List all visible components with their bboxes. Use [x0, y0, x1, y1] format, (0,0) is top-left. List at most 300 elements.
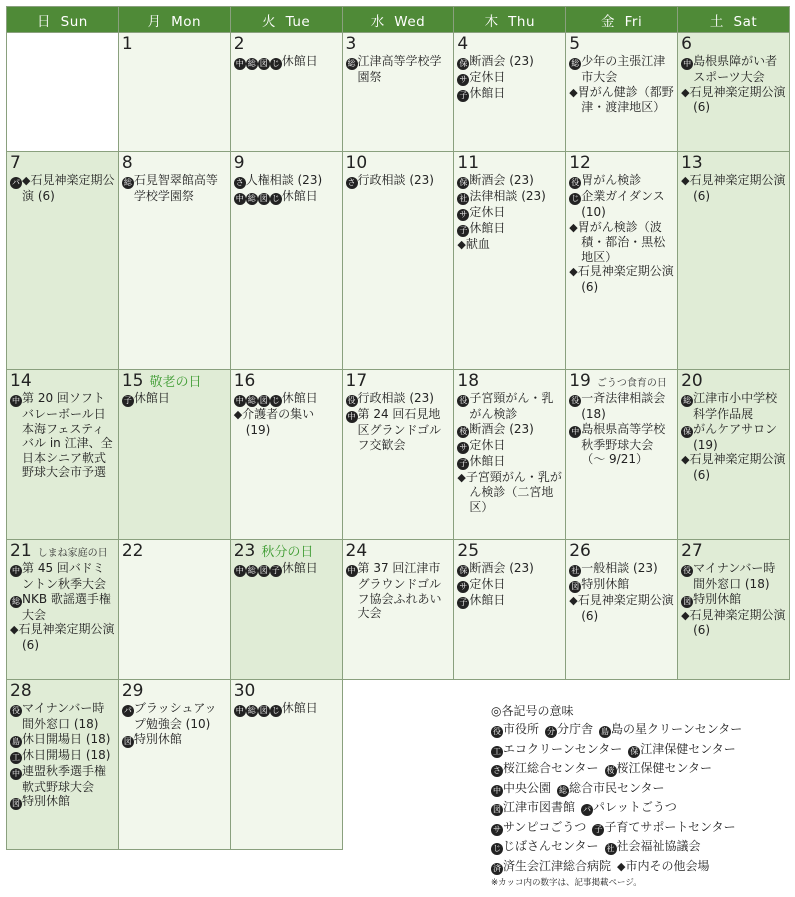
event-item — [234, 561, 339, 577]
symbol-icon: 図 — [123, 736, 132, 746]
symbol-icon: 総 — [247, 396, 256, 405]
symbol-icon: 中 — [12, 396, 20, 405]
event-item — [457, 593, 562, 609]
event-text: 石見神楽定期公演 (6) — [577, 593, 674, 623]
symbol-icon: 桜 — [606, 766, 615, 775]
legend-item — [491, 740, 622, 760]
day-header — [346, 153, 451, 173]
event-text: NKB 歌謡選手権大会 — [22, 591, 111, 622]
blank-day-cell — [7, 33, 119, 152]
day-cell[interactable] — [454, 33, 566, 152]
event-item — [569, 561, 674, 577]
weekday-kanji: 月 — [147, 13, 162, 30]
event-item — [234, 391, 339, 407]
symbol-icon: サ — [459, 75, 468, 84]
day-note: ごうつ食育の日 — [596, 378, 667, 389]
legend-label: 桜江総合センター — [503, 761, 599, 775]
day-number: 19 — [569, 371, 591, 391]
day-cell[interactable] — [342, 152, 454, 370]
event-text: 石見神楽定期公演 (6) — [689, 173, 786, 203]
day-header — [234, 541, 339, 561]
symbol-icon: パ — [583, 805, 592, 814]
event-item — [234, 173, 339, 189]
event-item — [569, 391, 674, 422]
legend-item — [491, 759, 599, 779]
event-text: 休館日 — [469, 593, 506, 607]
event-text: 第 24 回石見地区グランドゴルフ交歓会 — [357, 407, 442, 452]
symbol-icon: 総 — [247, 59, 256, 68]
symbol-icon: 役 — [571, 396, 580, 405]
day-number: 17 — [345, 371, 368, 391]
event-text: 行政相談 (23) — [357, 173, 434, 187]
event-text: 休館日 — [281, 189, 318, 203]
legend-row — [491, 837, 791, 857]
event-item — [346, 407, 451, 452]
symbol-icon: 図 — [259, 194, 268, 203]
day-cell[interactable] — [230, 33, 342, 152]
day-number: 5 — [569, 34, 581, 54]
event-item — [10, 701, 115, 732]
weekday-header — [454, 7, 566, 33]
event-item — [457, 561, 562, 577]
symbol-icon: 総 — [12, 596, 20, 606]
diamond-icon: ◆ — [22, 174, 31, 187]
event-item — [569, 85, 674, 115]
day-header — [681, 541, 786, 561]
symbol-icon: 総 — [347, 59, 356, 68]
legend-item — [557, 779, 665, 799]
event-text: 子宮頸がん・乳がん検診 — [469, 391, 554, 421]
symbol-icon: 社 — [459, 194, 468, 203]
event-text: 江津高等学校学園祭 — [357, 54, 442, 84]
legend-label: 中央公園 — [503, 780, 552, 795]
symbol-icon: 役 — [12, 706, 20, 715]
legend-label: サンピコごうつ — [503, 819, 587, 834]
event-item — [569, 220, 674, 265]
legend-item — [491, 837, 599, 857]
event-item — [234, 189, 339, 205]
event-text: 特別休館 — [133, 731, 182, 746]
event-item — [234, 407, 339, 437]
event-item — [681, 452, 786, 482]
event-item — [681, 422, 786, 453]
day-number: 4 — [457, 34, 469, 54]
event-item — [457, 470, 562, 515]
day-number: 12 — [569, 153, 591, 173]
symbol-icon: 役 — [683, 566, 692, 575]
symbol-icon: 総 — [247, 706, 256, 715]
day-number: 6 — [681, 34, 692, 54]
event-item — [681, 391, 786, 422]
symbol-icon: じ — [493, 844, 501, 853]
legend-item — [605, 837, 701, 857]
event-text: 特別休館 — [22, 794, 71, 809]
legend — [491, 702, 791, 890]
event-item — [681, 592, 786, 608]
event-item — [10, 748, 115, 764]
day-number: 16 — [233, 371, 256, 391]
legend-row — [491, 759, 791, 779]
symbol-icon: 総 — [571, 59, 580, 68]
day-cell[interactable] — [118, 370, 230, 540]
symbol-icon: 総 — [123, 178, 132, 187]
day-number: 20 — [681, 371, 703, 391]
day-cell[interactable] — [566, 33, 678, 152]
event-item — [122, 732, 227, 748]
legend-label: 分庁舎 — [557, 722, 594, 736]
legend-item — [545, 720, 593, 740]
day-number: 25 — [457, 541, 480, 561]
symbol-icon: パ — [12, 178, 20, 187]
legend-row — [491, 779, 791, 799]
weekday-header — [7, 7, 119, 33]
diamond-icon: ◆ — [233, 408, 243, 421]
event-text: 石見神楽定期公演 (6) — [22, 173, 115, 203]
event-item — [122, 391, 227, 407]
symbol-icon: さ — [347, 178, 356, 187]
legend-item — [491, 798, 575, 818]
day-header — [457, 371, 562, 391]
day-header — [681, 34, 786, 54]
legend-item — [491, 779, 551, 799]
event-item — [569, 422, 674, 467]
diamond-icon: ◆ — [569, 594, 578, 607]
day-cell[interactable] — [454, 540, 566, 680]
day-cell[interactable] — [7, 680, 119, 850]
event-item — [346, 54, 451, 85]
event-text: 献血 — [465, 237, 490, 251]
symbol-icon: 子 — [459, 91, 468, 100]
holiday-name: 秋分の日 — [261, 545, 314, 560]
weekday-en: Tue — [285, 13, 311, 30]
symbol-icon: 子 — [271, 566, 280, 575]
week-row — [7, 33, 790, 152]
weekday-kanji: 火 — [262, 13, 277, 30]
event-item — [457, 189, 562, 205]
event-text: 石見神楽定期公演 (6) — [577, 264, 674, 294]
event-text: 特別休館 — [581, 577, 630, 591]
day-cell[interactable] — [566, 152, 678, 370]
symbol-icon: じ — [271, 194, 280, 203]
day-header — [122, 541, 227, 561]
symbol-icon: 工 — [12, 752, 20, 762]
event-item — [457, 237, 562, 253]
legend-item — [491, 818, 586, 838]
event-item — [457, 86, 562, 102]
event-text: 休館日 — [133, 391, 170, 405]
day-number: 29 — [121, 681, 144, 701]
symbol-icon: 役 — [493, 727, 501, 736]
diamond-icon: ◆ — [681, 174, 690, 187]
weekday-en: Sat — [733, 13, 758, 30]
day-number: 10 — [345, 153, 368, 173]
event-text: 江津市小中学校科学作品展 — [693, 391, 778, 421]
event-item — [10, 622, 115, 652]
day-cell[interactable] — [566, 370, 678, 540]
symbol-icon: 社 — [606, 844, 615, 853]
day-number: 15 — [121, 371, 144, 391]
event-text: マイナンバー時間外窓口 (18) — [693, 561, 776, 591]
day-header — [10, 681, 115, 701]
day-number: 7 — [10, 153, 21, 173]
legend-label: 済生会江津総合病院 — [503, 858, 612, 873]
day-header — [346, 541, 451, 561]
weekday-kanji: 木 — [484, 13, 499, 30]
day-header — [346, 371, 451, 391]
day-cell[interactable] — [678, 540, 790, 680]
diamond-icon: ◆ — [617, 859, 626, 873]
event-item — [10, 561, 115, 592]
day-header — [122, 153, 227, 173]
day-header — [234, 153, 339, 173]
symbol-icon: 役 — [459, 396, 468, 405]
day-number: 21 — [10, 541, 32, 561]
weekday-kanji: 水 — [370, 13, 385, 30]
event-text: 少年の主張江津市大会 — [581, 54, 666, 84]
day-number: 30 — [233, 681, 256, 701]
legend-item — [592, 818, 735, 838]
day-cell[interactable] — [230, 370, 342, 540]
symbol-icon: 社 — [571, 566, 580, 575]
diamond-icon: ◆ — [681, 608, 690, 622]
day-cell[interactable] — [342, 33, 454, 152]
event-text: 法律相談 (23) — [469, 189, 546, 203]
symbol-icon: 総 — [247, 194, 256, 203]
day-cell[interactable] — [7, 370, 119, 540]
event-text: 定休日 — [469, 205, 506, 219]
event-text: 一斉法律相談会 (18) — [581, 391, 666, 421]
legend-label: 子育てサポートセンター — [604, 819, 736, 834]
day-cell[interactable] — [230, 540, 342, 680]
day-number: 18 — [457, 371, 480, 391]
symbol-icon: 総 — [559, 785, 568, 795]
legend-item — [491, 857, 611, 877]
event-item — [569, 264, 674, 294]
event-text: 石見神楽定期公演 (6) — [689, 607, 786, 638]
symbol-icon: 中 — [12, 566, 20, 575]
symbol-icon: 中 — [235, 396, 244, 405]
event-text: 休日開場日 (18) — [22, 731, 111, 746]
symbol-icon: 桜 — [459, 426, 468, 436]
event-text: 休日開場日 (18) — [22, 747, 111, 762]
weekday-en: Fri — [624, 13, 643, 30]
legend-note: ※カッコ内の数字は、記事掲載ページ。 — [491, 878, 642, 888]
legend-row — [491, 740, 791, 760]
day-header — [234, 681, 339, 701]
week-row — [7, 540, 790, 680]
event-item — [122, 173, 227, 204]
legend-label: 社会福祉協議会 — [616, 839, 701, 853]
symbol-icon: パ — [123, 706, 132, 715]
symbol-icon: さ — [235, 178, 244, 187]
event-text: 企業ガイダンス (10) — [581, 189, 665, 219]
day-cell[interactable] — [230, 680, 342, 850]
weekday-en: Wed — [394, 13, 426, 30]
day-cell[interactable] — [7, 152, 119, 370]
weekday-kanji: 土 — [709, 13, 724, 30]
event-item — [681, 561, 786, 592]
symbol-icon: 子 — [459, 458, 468, 468]
day-number: 9 — [233, 153, 245, 173]
event-text: 特別休館 — [693, 591, 742, 606]
event-item — [457, 54, 562, 70]
day-number: 1 — [121, 34, 133, 54]
event-text: 石見神楽定期公演 (6) — [689, 452, 786, 482]
event-text: 第 37 回江津市グラウンドゴルフ協会ふれあい大会 — [357, 561, 442, 621]
symbol-icon: 子 — [123, 396, 132, 405]
event-text: 島根県障がい者スポーツ大会 — [693, 54, 778, 84]
day-header — [122, 371, 227, 391]
legend-row — [491, 857, 791, 877]
event-text: 連盟秋季選手権軟式野球大会 — [22, 763, 107, 794]
symbol-icon: サ — [459, 210, 468, 219]
event-item — [234, 701, 339, 717]
day-cell[interactable] — [118, 33, 230, 152]
event-text: 一般相談 (23) — [581, 561, 658, 575]
event-item — [681, 608, 786, 638]
day-header — [10, 153, 115, 173]
event-item — [457, 391, 562, 422]
day-header — [346, 34, 451, 54]
event-item — [10, 764, 115, 795]
weekday-en: Thu — [508, 13, 536, 30]
event-item — [10, 794, 115, 810]
day-note: しまね家庭の日 — [37, 548, 108, 559]
symbol-icon: 図 — [259, 396, 268, 405]
day-number: 23 — [233, 541, 256, 561]
day-cell[interactable] — [678, 370, 790, 540]
day-header — [569, 34, 674, 54]
legend-item — [491, 720, 539, 740]
symbol-icon: 保 — [459, 566, 468, 575]
event-item — [569, 593, 674, 623]
symbol-icon: 中 — [683, 59, 692, 68]
day-cell[interactable] — [342, 370, 454, 540]
legend-label: エコクリーンセンター — [503, 741, 623, 756]
day-cell[interactable] — [678, 33, 790, 152]
day-header — [10, 371, 115, 391]
legend-row — [491, 818, 791, 838]
day-header — [681, 371, 786, 391]
diamond-icon: ◆ — [457, 470, 466, 484]
symbol-icon: 中 — [235, 706, 244, 715]
event-text: 胃がん検診 — [581, 173, 642, 187]
event-text: 休館日 — [281, 701, 318, 715]
event-text: 子宮頸がん・乳がん検診（二宮地区） — [465, 469, 562, 514]
day-cell[interactable] — [454, 370, 566, 540]
event-text: 休館日 — [469, 221, 506, 235]
diamond-icon: ◆ — [569, 265, 578, 279]
symbol-icon: 図 — [259, 566, 268, 575]
event-text: 断酒会 (23) — [469, 173, 534, 187]
symbol-icon: サ — [493, 824, 501, 834]
event-item — [457, 422, 562, 438]
event-item — [10, 391, 115, 480]
symbol-icon: じ — [271, 706, 280, 715]
day-header — [457, 153, 562, 173]
day-cell[interactable] — [118, 540, 230, 680]
symbol-icon: 保 — [459, 178, 468, 187]
day-header — [122, 681, 227, 701]
event-item — [569, 54, 674, 85]
legend-row — [491, 720, 791, 740]
event-item — [569, 173, 674, 189]
event-item — [10, 592, 115, 623]
legend-item — [628, 740, 736, 760]
diamond-icon: ◆ — [569, 85, 578, 99]
event-text: がんケアサロン (19) — [693, 421, 778, 452]
symbol-icon: 役 — [347, 396, 356, 405]
legend-title: ◎各記号の意味 — [491, 704, 574, 718]
event-text: 休館日 — [469, 453, 506, 468]
symbol-icon: サ — [459, 442, 468, 452]
symbol-icon: 工 — [493, 746, 501, 756]
weekday-header-row — [7, 7, 790, 33]
event-text: 断酒会 (23) — [469, 561, 534, 575]
legend-label: 江津保健センター — [640, 741, 736, 756]
symbol-icon: 保 — [459, 59, 468, 68]
day-cell[interactable] — [678, 152, 790, 370]
event-text: 定休日 — [469, 577, 506, 591]
day-number: 27 — [681, 541, 703, 561]
symbol-icon: 中 — [493, 785, 501, 795]
symbol-icon: 島 — [12, 736, 20, 746]
legend-label: パレットごうつ — [593, 800, 677, 814]
symbol-icon: 子 — [459, 598, 468, 607]
event-item — [122, 701, 227, 732]
event-item — [457, 221, 562, 237]
symbol-icon: 総 — [247, 566, 256, 575]
event-text: 断酒会 (23) — [469, 54, 534, 68]
event-text: 第 45 回バドミントン秋季大会 — [22, 561, 107, 591]
day-header — [10, 541, 115, 561]
symbol-icon: 役 — [571, 178, 580, 187]
weekday-header — [342, 7, 454, 33]
event-text: 介護者の集い (19) — [242, 407, 315, 437]
event-text: 人権相談 (23) — [245, 173, 323, 187]
holiday-name: 敬老の日 — [149, 375, 202, 390]
day-number: 8 — [121, 153, 133, 173]
day-cell[interactable] — [454, 152, 566, 370]
event-text: マイナンバー時間外窓口 (18) — [22, 701, 105, 731]
day-cell[interactable] — [118, 680, 230, 850]
day-cell[interactable] — [118, 152, 230, 370]
legend-item — [605, 759, 713, 779]
day-number: 28 — [10, 681, 32, 701]
day-header — [457, 34, 562, 54]
day-cell[interactable] — [7, 540, 119, 680]
event-item — [457, 454, 562, 470]
day-cell[interactable] — [342, 540, 454, 680]
symbol-icon: 分 — [547, 727, 556, 736]
symbol-icon: 島 — [601, 727, 610, 736]
day-cell[interactable] — [230, 152, 342, 370]
event-item — [569, 577, 674, 593]
day-header — [234, 34, 339, 54]
event-item — [681, 173, 786, 203]
event-item — [457, 70, 562, 86]
event-text: 島根県高等学校秋季野球大会（～ 9/21） — [581, 421, 666, 467]
symbol-icon: 図 — [571, 582, 580, 591]
day-cell[interactable] — [566, 540, 678, 680]
event-text: 胃がん検診（波積・都治・黒松地区） — [577, 219, 666, 264]
day-number: 13 — [681, 153, 703, 173]
day-number: 26 — [569, 541, 591, 561]
weekday-header — [118, 7, 230, 33]
legend-item — [581, 798, 677, 818]
symbol-icon: 中 — [347, 412, 356, 421]
event-item — [346, 561, 451, 621]
